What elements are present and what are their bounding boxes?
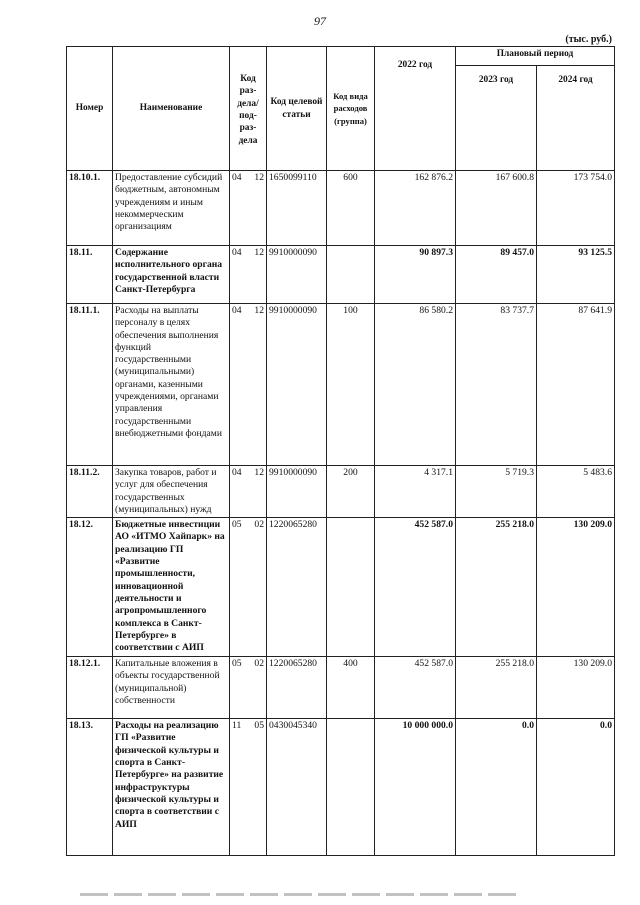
row-expense-type [327, 246, 375, 304]
row-subsection-code: 05 [254, 720, 264, 732]
header-target: Код целевой статьи [267, 47, 327, 171]
row-section [230, 171, 267, 246]
row-section [230, 246, 267, 304]
row-2023: 167 600.8 [456, 171, 537, 246]
row-section [230, 466, 267, 518]
row-name: Расходы на выплаты персоналу в целях обеспечения выполнения функций государственными (муниципальными) органами, казенными учреждениями, органами управления государственными внебюджетными фондами [113, 304, 230, 466]
row-subsection-code: 12 [254, 467, 264, 478]
header-section: Код раз-дела/ под-раз-дела [230, 47, 267, 171]
row-subsection-code: 12 [254, 172, 264, 183]
table-row [67, 246, 615, 304]
row-section [230, 518, 267, 657]
header-2023: 2023 год [456, 66, 537, 171]
row-target: 0430045340 [267, 719, 327, 856]
row-section-code: 04 [232, 467, 242, 478]
row-2023: 5 719.3 [456, 466, 537, 518]
row-subsection-code: 12 [254, 305, 264, 316]
table-row [67, 171, 615, 246]
row-name: Расходы на реализацию ГП «Развитие физической культуры и спорта в Санкт-Петербурге» на развитие инфраструктуры физической культуры и спорта в соответствии с АИП [113, 719, 230, 856]
row-expense-type: 400 [327, 657, 375, 719]
row-name: Бюджетные инвестиции АО «ИТМО Хайпарк» на реализацию ГП «Развитие промышленности, инновационной деятельности и агропромышленного комплекса в Санкт-Петербурге» в соответствии с АИП [113, 518, 230, 657]
row-expense-type [327, 518, 375, 657]
header-2022: 2022 год [375, 47, 456, 171]
row-2024: 130 209.0 [537, 657, 615, 719]
row-name: Содержание исполнительного органа государственной власти Санкт-Петербурга [113, 246, 230, 304]
row-target: 9910000090 [267, 304, 327, 466]
row-subsection-code: 02 [254, 658, 264, 670]
row-2024: 173 754.0 [537, 171, 615, 246]
row-section [230, 657, 267, 719]
page-number: 97 [314, 14, 326, 28]
row-target: 1650099110 [267, 171, 327, 246]
header-plan-period: Плановый период [456, 47, 615, 66]
row-2022: 162 876.2 [375, 171, 456, 246]
row-section-code: 05 [232, 658, 242, 670]
row-section-code: 04 [232, 247, 242, 258]
row-section [230, 719, 267, 856]
row-section-code: 04 [232, 172, 242, 183]
row-name: Капитальные вложения в объекты государственной (муниципальной) собственности [113, 657, 230, 719]
row-number: 18.11.2. [67, 466, 113, 518]
header-name: Наименование [113, 47, 230, 171]
row-name: Предоставление субсидий бюджетным, автономным учреждениям и иным некоммерческим организациям [113, 171, 230, 246]
footer-rule [80, 893, 520, 896]
row-2023: 83 737.7 [456, 304, 537, 466]
row-2024: 87 641.9 [537, 304, 615, 466]
row-subsection-code: 12 [254, 247, 264, 258]
row-2023: 89 457.0 [456, 246, 537, 304]
header-expense-type: Код вида расходов (группа) [327, 47, 375, 171]
row-target: 1220065280 [267, 657, 327, 719]
table-row [67, 719, 615, 856]
row-number: 18.12.1. [67, 657, 113, 719]
row-expense-type: 100 [327, 304, 375, 466]
row-2024: 130 209.0 [537, 518, 615, 657]
row-expense-type [327, 719, 375, 856]
row-number: 18.10.1. [67, 171, 113, 246]
row-2022: 452 587.0 [375, 657, 456, 719]
table-row [67, 518, 615, 657]
row-target: 1220065280 [267, 518, 327, 657]
row-2024: 93 125.5 [537, 246, 615, 304]
table-row [67, 304, 615, 466]
row-number: 18.12. [67, 518, 113, 657]
row-target: 9910000090 [267, 466, 327, 518]
header-2024: 2024 год [537, 66, 615, 171]
row-2024: 0.0 [537, 719, 615, 856]
table-row [67, 466, 615, 518]
row-name: Закупка товаров, работ и услуг для обеспечения государственных (муниципальных) нужд [113, 466, 230, 518]
header-number: Номер [67, 47, 113, 171]
row-section-code: 05 [232, 519, 242, 531]
row-section [230, 304, 267, 466]
row-2023: 255 218.0 [456, 657, 537, 719]
row-number: 18.13. [67, 719, 113, 856]
units-label: (тыс. руб.) [565, 34, 612, 45]
row-2024: 5 483.6 [537, 466, 615, 518]
row-2022: 452 587.0 [375, 518, 456, 657]
row-2022: 10 000 000.0 [375, 719, 456, 856]
row-number: 18.11. [67, 246, 113, 304]
row-expense-type: 200 [327, 466, 375, 518]
row-section-code: 11 [232, 720, 242, 732]
budget-table [66, 46, 615, 856]
row-subsection-code: 02 [254, 519, 264, 531]
row-2022: 86 580.2 [375, 304, 456, 466]
row-target: 9910000090 [267, 246, 327, 304]
row-section-code: 04 [232, 305, 242, 316]
row-2022: 90 897.3 [375, 246, 456, 304]
row-2022: 4 317.1 [375, 466, 456, 518]
row-number: 18.11.1. [67, 304, 113, 466]
row-expense-type: 600 [327, 171, 375, 246]
table-row [67, 657, 615, 719]
row-2023: 255 218.0 [456, 518, 537, 657]
row-2023: 0.0 [456, 719, 537, 856]
